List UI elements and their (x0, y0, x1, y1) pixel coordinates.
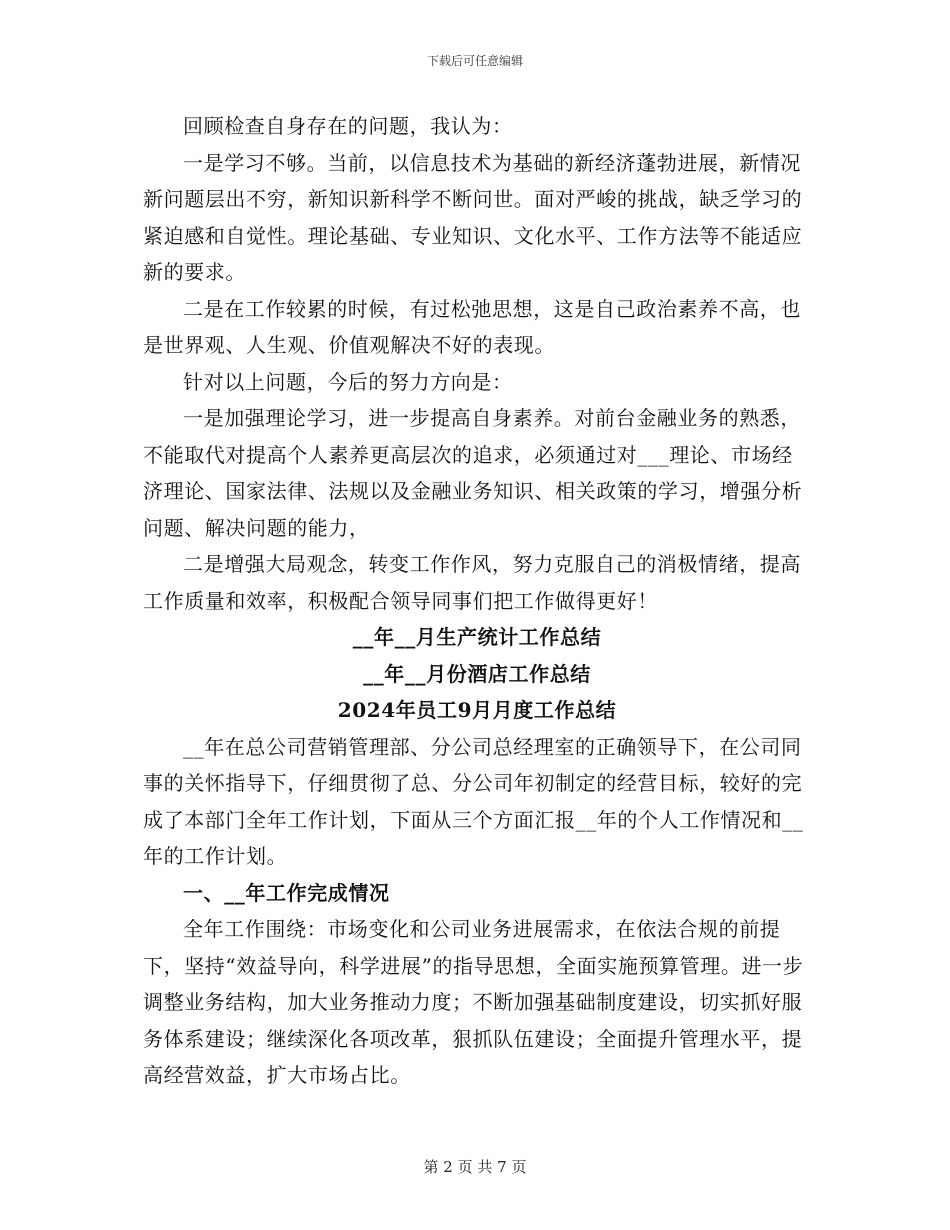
paragraph: 回顾检查自身存在的问题，我认为： (183, 114, 513, 138)
document-body (143, 108, 811, 1094)
paragraph: 一是加强理论学习，进一步提高自身素养。对前台金融业务的熟悉，不能取代对提高个人素养更高层次的追求，必须通过对___理论、市场经济理论、国家法律、法规以及金融业务知识、相关政策的学习，增强分析问题、解决问题的能力， (143, 406, 803, 540)
paragraph: 一是学习不够。当前，以信息技术为基础的新经济蓬勃进展，新情况新问题层出不穷，新知识新科学不断问世。面对严峻的挑战，缺乏学习的紧迫感和自觉性。理论基础、专业知识、文化水平、工作方法等不能适应新的要求。 (143, 150, 803, 284)
section-heading: 2024年员工9月月度工作总结 (337, 698, 617, 722)
subsection-heading: 一、__年工作完成情况 (183, 880, 390, 905)
paragraph: 针对以上问题，今后的努力方向是： (183, 369, 513, 394)
paragraph: 二是增强大局观念，转变工作作风，努力克服自己的消极情绪，提高工作质量和效率，积极配合领导同事们把工作做得更好！ (143, 552, 801, 613)
section-heading: __年__月生产统计工作总结 (352, 625, 602, 649)
paragraph: 全年工作围绕：市场变化和公司业务进展需求，在依法合规的前提下，坚持“效益导向，科学进展”的指导思想，全面实施预算管理。进一步调整业务结构，加大业务推动力度；不断加强基础制度建设，切实抓好服务体系建设；继续深化各项改革，狠抓队伍建设；全面提升管理水平，提高经营效益，扩大市场占比。 (143, 917, 804, 1087)
page-footer: 第 2 页 共 7 页 (423, 1158, 527, 1176)
page-header: 下载后可任意编辑 (426, 54, 523, 68)
section-heading: __年__月份酒店工作总结 (363, 661, 591, 686)
paragraph: __年在总公司营销管理部、分公司总经理室的正确领导下，在公司同事的关怀指导下，仔细贯彻了总、分公司年初制定的经营目标，较好的完成了本部门全年工作计划，下面从三个方面汇报__年的个人工作情况和__年的工作计划。 (143, 734, 804, 868)
paragraph: 二是在工作较累的时候，有过松弛思想，这是自己政治素养不高，也是世界观、人生观、价值观解决不好的表现。 (143, 296, 801, 357)
